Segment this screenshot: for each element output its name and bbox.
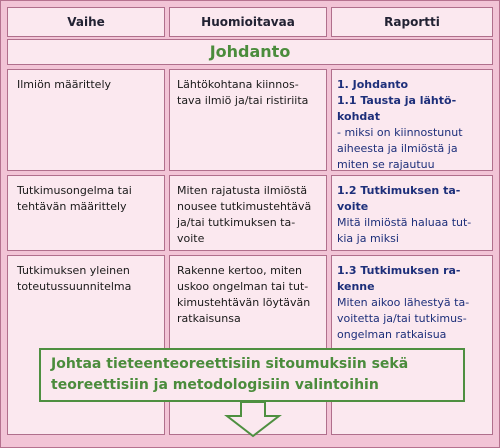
row1-phase: Ilmiön määrittely <box>17 78 112 91</box>
header-raportti: Raportti <box>331 7 493 37</box>
row2-report: 1.2 Tutkimuksen ta- voite Mitä ilmiöstä haluaa tut- kia ja miksi <box>337 184 472 245</box>
row2-phase: Tutkimusongelma tai tehtävän määrittely <box>17 184 132 213</box>
row3-report: 1.3 Tutkimuksen ra- kenne Miten aikoo lähestyä ta- voitetta ja/tai tutkimus- ongelman ratkaisua <box>337 264 470 341</box>
section-title: Johdanto <box>7 39 493 65</box>
row3-notes: Rakenne kertoo, miten uskoo ongelman tai tut- kimustehtävän löytävän ratkaisunsa <box>177 264 311 325</box>
header-vaihe: Vaihe <box>7 7 165 37</box>
row3-phase: Tutkimuksen yleinen toteutussuunnitelma <box>17 264 132 293</box>
conclusion-callout: Johtaa tieteenteoreettisiin sitoumuksiin sekä teoreettisiin ja metodologisiin valintoihin <box>39 348 465 402</box>
row1-notes: Lähtökohtana kiinnos- tava ilmiö ja/tai ristiriita <box>177 78 309 107</box>
down-arrow-icon <box>221 402 285 438</box>
header-huomioitavaa: Huomioitavaa <box>169 7 327 37</box>
row2-notes: Miten rajatusta ilmiöstä nousee tutkimustehtävä ja/tai tutkimuksen ta- voite <box>177 184 312 245</box>
row1-report: 1. Johdanto 1.1 Tausta ja lähtö- kohdat - miksi on kiinnostunut aiheesta ja ilmiöstä ja miten se rajautuu <box>337 78 463 171</box>
